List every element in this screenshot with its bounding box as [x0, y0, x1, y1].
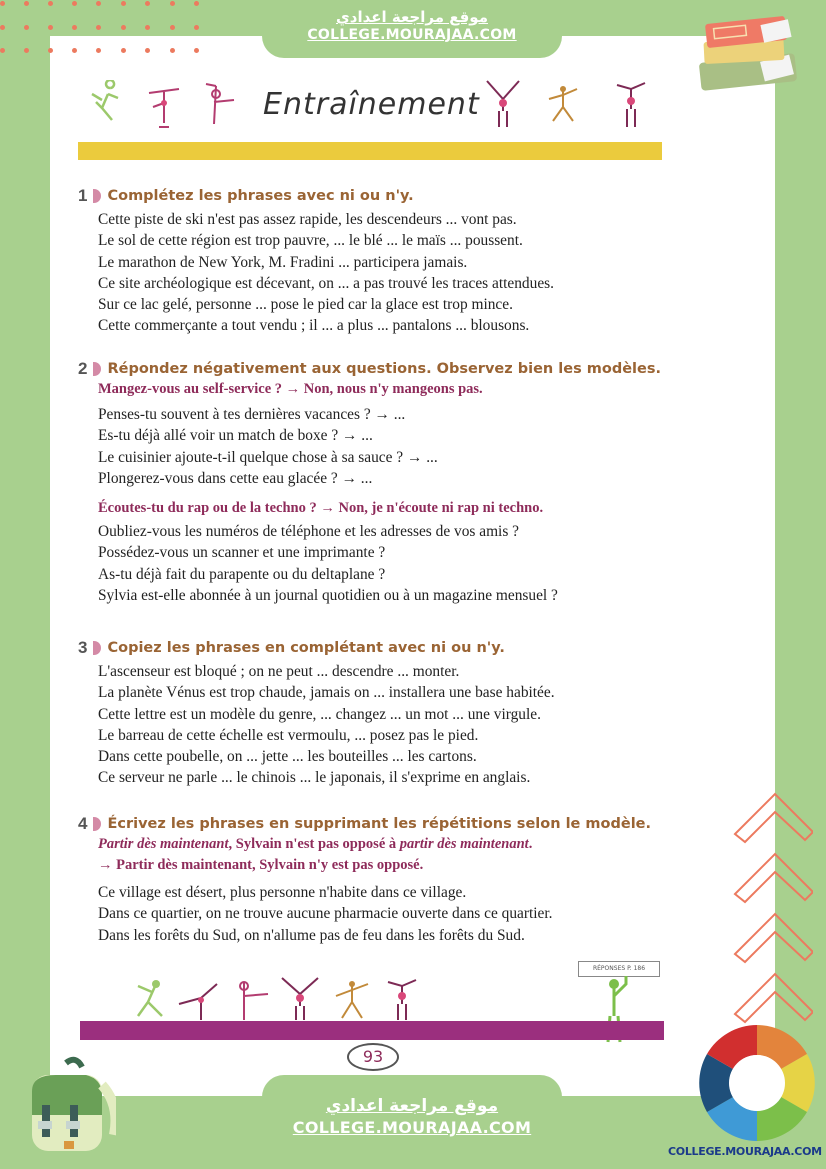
- exercise-instruction: Copiez les phrases en complétant avec ni ou n'y.: [107, 640, 505, 656]
- exercise-line: Le marathon de New York, M. Fradini ... participera jamais.: [98, 253, 468, 271]
- exercise-line: Cette lettre est un modèle du genre, ... changez ... un mot ... une virgule.: [98, 705, 541, 723]
- stick-figure-icon: [175, 978, 220, 1022]
- stick-figure-icon: [230, 976, 275, 1022]
- exercise-line: Le cuisinier ajoute-t-il quelque chose à sa sauce ? → ...: [98, 448, 438, 466]
- site-name-arabic[interactable]: موقع مراجعة اعدادي: [336, 8, 488, 26]
- exercise-line: Es-tu déjà allé voir un match de boxe ? → ...: [98, 427, 373, 445]
- college-mourajaa-logo-icon[interactable]: [697, 1023, 817, 1143]
- stick-figure-icon: [543, 83, 583, 128]
- bullet-icon: [93, 189, 101, 203]
- chevron-up-decoration-icon: [733, 792, 813, 1032]
- stick-figure-icon: [330, 978, 374, 1022]
- exercise-line: Le sol de cette région est trop pauvre, ... le blé ... le maïs ... poussent.: [98, 232, 523, 250]
- stick-figure-icon: [278, 974, 322, 1022]
- logo-domain-text[interactable]: COLLEGE.MOURAJAA.COM: [668, 1145, 822, 1158]
- exercise-number: 3: [78, 638, 88, 657]
- bullet-icon: [93, 362, 101, 376]
- footer-purple-bar: [80, 1021, 664, 1040]
- exercise-number: 1: [78, 186, 88, 205]
- stick-figure-icon: [145, 83, 183, 133]
- exercise-instruction: Complétez les phrases avec ni ou n'y.: [107, 188, 414, 204]
- model-example: Mangez-vous au self-service ? → Non, nous n'y mangeons pas.: [98, 381, 483, 397]
- model-example: [98, 834, 678, 855]
- exercise-line: Dans cette poubelle, on ... jette ... les bouteilles ... les cartons.: [98, 748, 477, 766]
- exercise-line: L'ascenseur est bloqué ; on ne peut ... descendre ... monter.: [98, 663, 460, 680]
- exercise-line: Sur ce lac gelé, personne ... pose le pied car la glace est trop mince.: [98, 296, 513, 314]
- answers-sign: RÉPONSES P. 186: [578, 961, 660, 977]
- site-banner-bottom[interactable]: [262, 1075, 562, 1169]
- exercise-line: As-tu déjà fait du parapente ou du deltaplane ?: [98, 565, 386, 583]
- site-domain-link[interactable]: COLLEGE.MOURAJAA.COM: [307, 27, 517, 43]
- bullet-icon: [93, 817, 101, 831]
- stick-figure-icon: [483, 77, 523, 132]
- model-text: .: [528, 836, 533, 852]
- exercise-1: [78, 186, 678, 337]
- exercise-heading: [78, 186, 678, 206]
- exercise-line: Le barreau de cette échelle est vermoulu, ... posez pas le pied.: [98, 726, 479, 744]
- exercise-instruction: Écrivez les phrases en supprimant les répétitions selon le modèle.: [107, 816, 652, 832]
- exercise-heading: [78, 359, 678, 379]
- model-example: Écoutes-tu du rap ou de la techno ? → Non, je n'écoute ni rap ni techno.: [98, 500, 544, 517]
- exercise-instruction: Répondez négativement aux questions. Observez bien les modèles.: [107, 361, 661, 377]
- exercise-line: Cette commerçante a tout vendu ; il ... a plus ... pantalons ... blousons.: [98, 317, 530, 335]
- exercise-line: Possédez-vous un scanner et une imprimante ?: [98, 544, 386, 562]
- exercise-line: La planète Vénus est trop chaude, jamais on ... installera une base habitée.: [98, 684, 555, 702]
- books-stack-icon: [692, 10, 804, 95]
- decorative-dots: [0, 0, 200, 60]
- stick-figure-icon: [88, 80, 128, 125]
- stick-figure-icon: [198, 80, 243, 132]
- exercise-line: Plongerez-vous dans cette eau glacée ? → ...: [98, 469, 373, 487]
- exercise-number: 4: [78, 814, 88, 833]
- exercise-line: Oubliez-vous les numéros de téléphone et les adresses de vos amis ?: [98, 523, 519, 541]
- header-yellow-bar: [78, 142, 662, 160]
- model-italic: partir dès maintenant: [399, 836, 529, 852]
- exercise-3: [78, 638, 678, 789]
- exercise-line: Sylvia est-elle abonnée à un journal quotidien ou à un magazine mensuel ?: [98, 587, 558, 605]
- exercise-heading: [78, 814, 678, 834]
- backpack-icon: [16, 1055, 116, 1155]
- model-answer: → Partir dès maintenant, Sylvain n'y est pas opposé.: [98, 857, 424, 873]
- model-text: , Sylvain n'est pas opposé à: [228, 836, 400, 852]
- exercise-4: [78, 814, 678, 946]
- page-number: 93: [347, 1043, 399, 1071]
- exercise-line: Ce village est désert, plus personne n'habite dans ce village.: [98, 884, 467, 901]
- exercise-number: 2: [78, 359, 88, 378]
- exercise-2: [78, 359, 678, 606]
- site-domain-link[interactable]: COLLEGE.MOURAJAA.COM: [292, 1118, 532, 1137]
- stick-figure-icon: [613, 79, 649, 131]
- exercise-line: Ce site archéologique est décevant, on ... a pas trouvé les traces attendues.: [98, 274, 554, 292]
- exercise-line: Cette piste de ski n'est pas assez rapide, les descendeurs ... vont pas.: [98, 211, 517, 228]
- model-italic: Partir dès maintenant: [98, 836, 229, 852]
- stick-figure-icon: [384, 976, 424, 1022]
- exercise-line: Dans les forêts du Sud, on n'allume pas de feu dans les forêts du Sud.: [98, 926, 525, 944]
- exercise-line: Dans ce quartier, on ne trouve aucune pharmacie ouverte dans ce quartier.: [98, 905, 553, 923]
- stick-figure-icon: [130, 978, 170, 1020]
- page-title: Entraînement: [263, 87, 480, 122]
- site-banner-top[interactable]: [262, 0, 562, 58]
- exercise-line: Penses-tu souvent à tes dernières vacances ? → ...: [98, 406, 406, 423]
- site-name-arabic[interactable]: موقع مراجعة اعدادي: [325, 1096, 499, 1116]
- exercise-heading: [78, 638, 678, 658]
- exercise-line: Ce serveur ne parle ... le chinois ... le japonais, il s'exprime en anglais.: [98, 769, 531, 787]
- section-header: [83, 75, 663, 135]
- bullet-icon: [93, 641, 101, 655]
